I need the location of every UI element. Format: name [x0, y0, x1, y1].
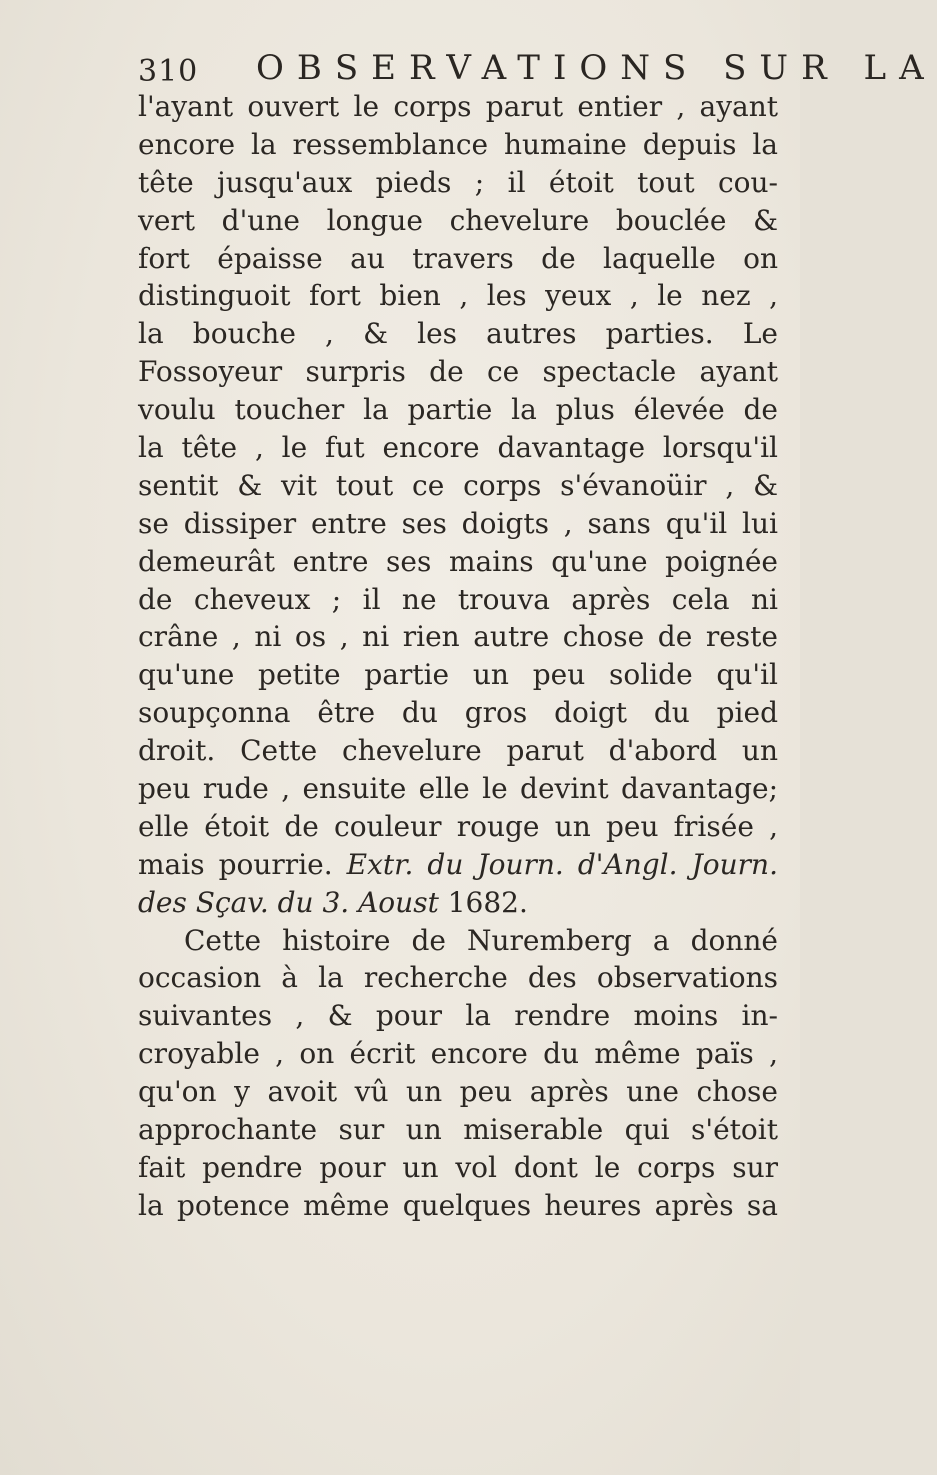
- text-line: se dissiper entre ses doigts , sans qu'il lui: [138, 506, 778, 540]
- text-line: la bouche , & les autres parties. Le: [138, 317, 778, 351]
- body-text: [138, 88, 778, 1225]
- text-line: qu'une petite partie un peu solide qu'il: [138, 658, 778, 692]
- text-line: distinguoit fort bien , les yeux , le nez ,: [138, 279, 778, 313]
- text-line: croyable , on écrit encore du même païs ,: [138, 1037, 778, 1071]
- running-head: [138, 48, 937, 92]
- text-line: de cheveux ; il ne trouva après cela ni: [138, 582, 778, 616]
- citation-line: [138, 846, 778, 884]
- text-line: Cette histoire de Nuremberg a donné: [184, 923, 778, 957]
- text-line: fait pendre pour un vol dont le corps sur: [138, 1150, 778, 1184]
- text-line: elle étoit de couleur rouge un peu frisée ,: [138, 809, 778, 843]
- text-line: sentit & vit tout ce corps s'évanoüir , &: [138, 468, 778, 502]
- citation-line: [138, 884, 778, 922]
- running-title: OBSERVATIONS SUR LA: [256, 48, 937, 88]
- citation-source-continued: des Sçav. du 3. Aoust: [138, 885, 439, 919]
- text-line: approchante sur un miserable qui s'étoit: [138, 1113, 778, 1147]
- text-line: crâne , ni os , ni rien autre chose de reste: [138, 620, 778, 654]
- text-line: demeurât entre ses mains qu'une poignée: [138, 544, 778, 578]
- text-line: l'ayant ouvert le corps parut entier , ayant: [138, 90, 778, 123]
- citation-year: 1682.: [447, 885, 528, 919]
- text-line: soupçonna être du gros doigt du pied: [138, 696, 778, 730]
- text-line: qu'on y avoit vû un peu après une chose: [138, 1075, 778, 1109]
- text-line: fort épaisse au travers de laquelle on: [138, 241, 778, 275]
- text-line: encore la ressemblance humaine depuis la: [138, 127, 778, 161]
- citation-source: Extr. du Journ. d'Angl. Journ.: [346, 847, 778, 881]
- text-line: suivantes , & pour la rendre moins in-: [138, 999, 778, 1033]
- page-number: 310: [138, 54, 199, 89]
- text-line: droit. Cette chevelure parut d'abord un: [138, 734, 778, 768]
- text-line: voulu toucher la partie la plus élevée de: [138, 393, 778, 427]
- text-line: peu rude , ensuite elle le devint davantage;: [138, 772, 778, 806]
- text-line: tête jusqu'aux pieds ; il étoit tout cou-: [138, 165, 778, 199]
- text-line: occasion à la recherche des observations: [138, 961, 778, 995]
- text-line: la potence même quelques heures après sa: [138, 1188, 778, 1222]
- citation-lead: mais pourrie.: [138, 847, 333, 881]
- text-line: la tête , le fut encore davantage lorsqu'il: [138, 431, 778, 465]
- text-line: Fossoyeur surpris de ce spectacle ayant: [138, 355, 778, 389]
- text-line: vert d'une longue chevelure bouclée &: [138, 203, 778, 237]
